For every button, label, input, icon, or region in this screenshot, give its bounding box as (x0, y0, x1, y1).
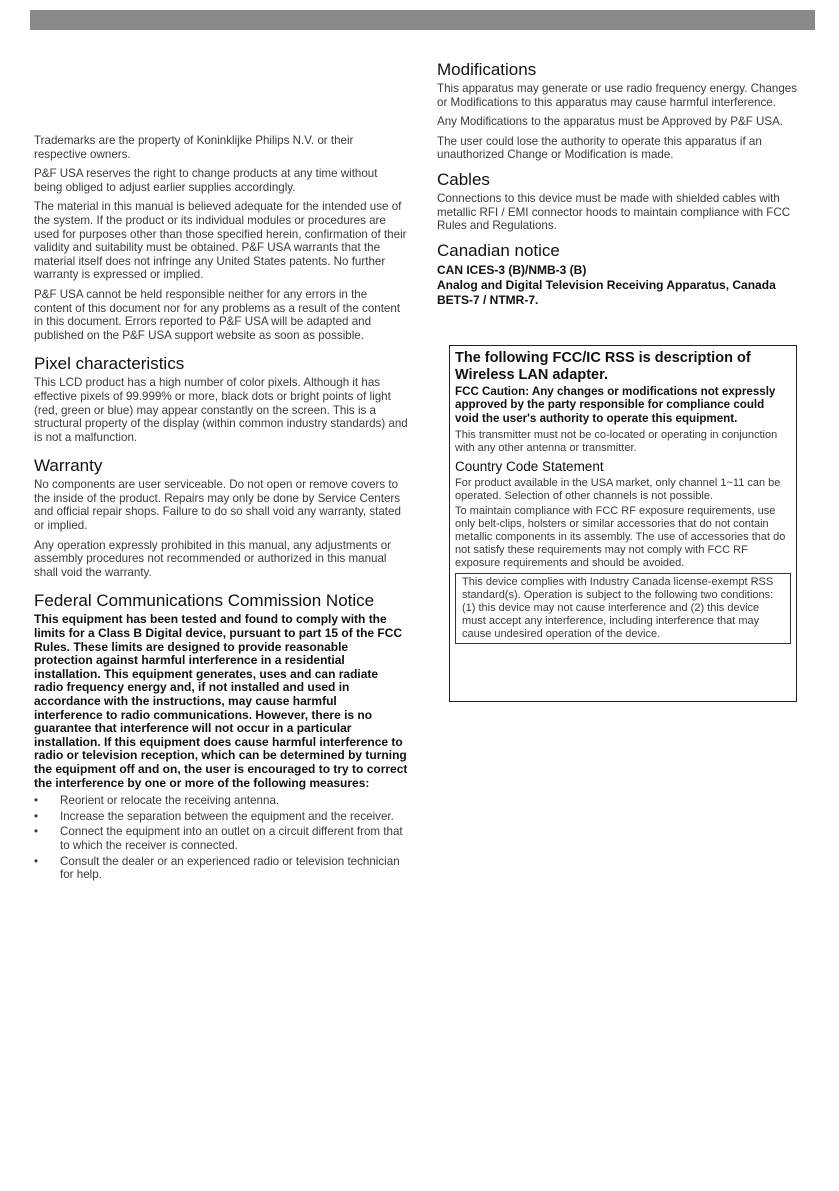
fcc-ic-rss-box (449, 345, 797, 702)
pixel-heading: Pixel characteristics (34, 354, 185, 374)
industry-canada-paragraph: This device complies with Industry Canada license-exempt RSS standard(s). Operation is subject to the following two conditions: (1) this device may not cause interference and (2) this device must accept any interference, including interference that may cause undesired operation of the device. (462, 576, 774, 640)
right-column (437, 60, 809, 308)
list-item: • Increase the separation between the equipment and the receiver. (34, 810, 408, 824)
modifications-paragraph-3: The user could lose the authority to operate this apparatus if an unauthorized Change or Modification is made. (437, 134, 762, 162)
fcc-measures-list (34, 794, 408, 882)
fcc-notice-paragraph: This equipment has been tested and found to comply with the limits for a Class B Digital device, pursuant to part 15 of the FCC Rules. These limits are designed to provide reasonable protection against harmful interference in a residential installation. This equipment generates, uses and can radiate radio frequency energy and, if not installed and used in accordance with the instructions, may cause harmful interference to radio communications. However, there is no guarantee that interference will not occur in a particular installation. If this equipment does cause harmful interference to radio or television reception, which can be determined by turning the equipment off and on, the user is encouraged to try to correct the interference by one or more of the following measures: (34, 612, 408, 790)
canadian-apparatus-line: Analog and Digital Television Receiving Apparatus, Canada BETS-7 / NTMR-7. (437, 277, 776, 307)
list-item: • Connect the equipment into an outlet on a circuit different from that to which the receiver is connected. (34, 825, 408, 852)
list-item: • Consult the dealer or an experienced radio or television technician for help. (34, 855, 408, 882)
material-paragraph: The material in this manual is believed adequate for the intended use of the system. If the product or its individual modules or procedures are used for purposes other than those specified herein, confirmation of their validity and suitability must be obtained. P&F USA warrants that the material itself does not infringe any United States patents. No further warranty is expressed or implied. (34, 200, 407, 282)
fcc-box-title: The following FCC/IC RSS is description of Wireless LAN adapter. (455, 350, 751, 383)
cables-paragraph: Connections to this device must be made with shielded cables with metallic RFI / EMI connector hoods to maintain compliance with FCC Rules and Regulations. (437, 191, 791, 233)
pixel-paragraph: This LCD product has a high number of color pixels. Although it has effective pixels of 99.999% or more, black dots or bright points of light (red, green or blue) may appear constantly on the screen. This is a structural property of the display (within common industry standards) and is not a malfunction. (34, 376, 408, 444)
left-column (34, 134, 408, 884)
rf-exposure-paragraph: To maintain compliance with FCC RF exposure requirements, use only belt-clips, holsters or similar accessories that do not contain metallic components in its assembly. The use of accessories that do not satisfy these requirements may not comply with FCC RF exposure requirements and should be avoided. (455, 505, 786, 569)
industry-canada-box (455, 573, 791, 644)
list-item: • Reorient or relocate the receiving antenna. (34, 794, 408, 808)
modifications-paragraph-2: Any Modifications to the apparatus must be Approved by P&F USA. (437, 115, 784, 129)
warranty-heading: Warranty (34, 456, 103, 476)
colocation-paragraph: This transmitter must not be co-located or operating in conjunction with any other antenna or transmitter. (455, 429, 778, 455)
country-code-heading: Country Code Statement (455, 458, 604, 474)
warranty-paragraph-2: Any operation expressly prohibited in this manual, any adjustments or assembly procedures not recommended or authorized in this manual shall void the warranty. (34, 538, 392, 579)
country-code-paragraph: For product available in the USA market, only channel 1~11 can be operated. Selection of other channels is not possible. (455, 476, 781, 502)
fcc-notice-heading: Federal Communications Commission Notice (34, 591, 375, 611)
canadian-code-line: CAN ICES-3 (B)/NMB-3 (B) (437, 262, 587, 277)
trademark-paragraph: Trademarks are the property of Koninklijke Philips N.V. or their respective owners. (34, 134, 354, 161)
modifications-heading: Modifications (437, 60, 537, 79)
canadian-notice-heading: Canadian notice (437, 240, 560, 260)
change-rights-paragraph: P&F USA reserves the right to change products at any time without being obliged to adjust earlier supplies accordingly. (34, 167, 378, 194)
responsibility-paragraph: P&F USA cannot be held responsible neither for any errors in the content of this document nor for any problems as a result of the content in this document. Errors reported to P&F USA will be adapted and published on the P&F USA support website as soon as possible. (34, 287, 401, 342)
header-bar (30, 10, 815, 30)
warranty-paragraph-1: No components are user serviceable. Do not open or remove covers to the inside of the product. Repairs may only be done by Service Centers and official repair shops. Failure to do so shall void any warranty, stated or implied. (34, 478, 401, 533)
fcc-caution: FCC Caution: Any changes or modifications not expressly approved by the party responsible for compliance could void the user's authority to operate this equipment. (455, 385, 776, 425)
modifications-paragraph-1: This apparatus may generate or use radio frequency energy. Changes or Modifications to this apparatus may cause harmful interference. (437, 82, 798, 109)
cables-heading: Cables (437, 169, 490, 189)
